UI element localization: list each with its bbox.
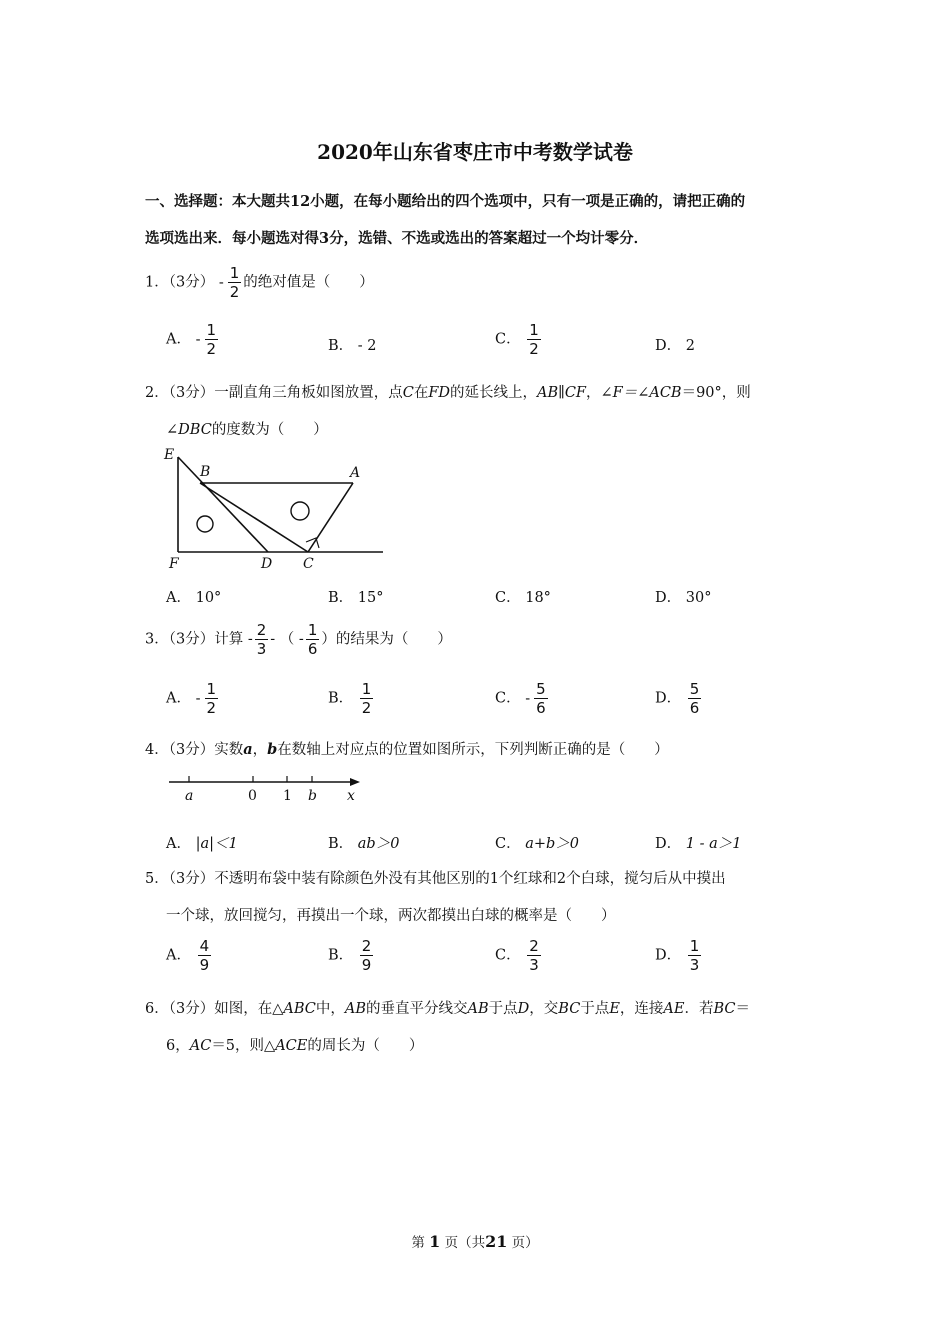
q2-option-a: A． 10° [166,590,222,606]
triangle-hole-right [291,502,309,520]
q5-option-d: D． $\frac{1}{3}$ [655,937,700,974]
label-F: F [169,556,179,572]
section-instructions-line1: 一、选择题：本大题共12小题，在每小题给出的四个选项中，只有一项是正确的，请把正确的 [145,193,746,210]
q1-option-b: B． - 2 [328,338,377,354]
q4-option-a: A． |a|＜1 [166,836,238,852]
q5-option-b: B． $\frac{2}{9}$ [328,937,372,974]
question-6-line1: 6．（3分）如图，在△ABC中，AB的垂直平分线交AB于点D，交BC于点E，连接AE．若BC＝ [145,1001,750,1017]
axis-label-0: 0 [248,788,257,804]
page-footer: 第 1 页（共21 页） [411,1232,539,1251]
line-AC [308,483,353,552]
q2-option-b: B． 15° [328,590,384,606]
q1-option-a: A． - $\frac{1}{2}$ [166,321,217,358]
question-1: 1．（3分） - $\frac{1}{2}$ 的绝对值是（ ） [145,264,374,301]
label-D: D [261,556,273,572]
page-title: 2020年山东省枣庄市中考数学试卷 [317,140,633,164]
q3-option-c: C． - $\frac{5}{6}$ [495,680,546,717]
triangle-hole-left [197,516,213,532]
q3-option-a: A． - $\frac{1}{2}$ [166,680,217,717]
question-5-line2: 一个球，放回搅匀，再摸出一个球，两次都摸出白球的概率是（ ） [166,908,616,924]
question-2-line2: ∠DBC的度数为（ ） [166,422,328,438]
section-instructions-line2: 选项选出来．每小题选对得3分，选错、不选或选出的答案超过一个均计零分． [145,230,649,247]
line-BC [200,483,308,552]
axis-label-b: b [308,788,317,804]
axis-label-x: x [347,788,355,804]
q5-option-c: C． $\frac{2}{3}$ [495,937,539,974]
q2-option-d: D． 30° [655,590,712,606]
q4-option-c: C． a+b＞0 [495,836,580,852]
q1-option-c: C． $\frac{1}{2}$ [495,321,539,358]
q3-option-d: D． $\frac{5}{6}$ [655,680,700,717]
label-E: E [164,447,175,463]
axis-label-1: 1 [283,788,292,804]
q4-option-d: D． 1 - a＞1 [655,836,742,852]
fraction: $\frac{1}{2}$ [229,264,240,301]
question-2-line1: 2．（3分）一副直角三角板如图放置，点C在FD的延长线上，AB∥CF，∠F＝∠ACB＝90°，则 [145,385,751,401]
label-B: B [200,464,211,480]
number-line-figure [165,772,365,806]
label-C: C [303,556,314,572]
line-ED [178,457,268,552]
question-6-line2: 6，AC＝5，则△ACE的周长为（ ） [166,1038,424,1054]
q2-option-c: C． 18° [495,590,551,606]
triangle-set-figure [160,445,390,575]
axis-label-a: a [185,788,194,804]
question-5-line1: 5．（3分）不透明布袋中装有除颜色外没有其他区别的1个红球和2个白球，搅匀后从中摸出 [145,871,726,887]
q1-option-d: D． 2 [655,338,695,354]
axis-arrow [350,778,360,786]
question-3: 3．（3分）计算 - $\frac{2}{3}$ - （ - $\frac{1}{6}$ ）的结果为（ ） [145,621,452,658]
q5-option-a: A． $\frac{4}{9}$ [166,937,210,974]
q3-option-b: B． $\frac{1}{2}$ [328,680,372,717]
label-A: A [350,465,361,481]
q4-option-b: B． ab＞0 [328,836,400,852]
question-4: 4．（3分）实数a，b在数轴上对应点的位置如图所示，下列判断正确的是（ ） [145,741,669,758]
